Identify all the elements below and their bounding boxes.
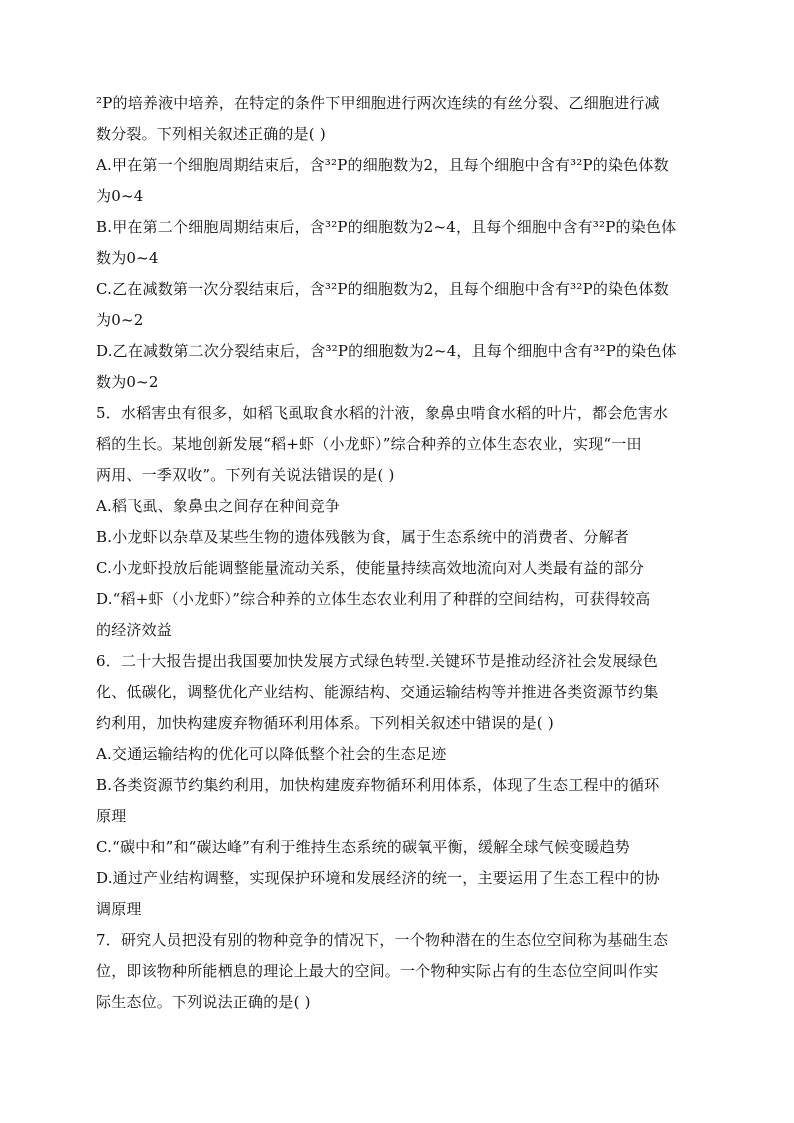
text-line: 数分裂。下列相关叙述正确的是( ) xyxy=(96,125,326,143)
question-line: 化、低碳化，调整优化产业结构、能源结构、交通运输结构等并推进各类资源节约集 xyxy=(96,683,659,701)
question-line: 两用、一季双收”。下列有关说法错误的是( ) xyxy=(96,466,395,484)
option-line: B.甲在第二个细胞周期结束后，含³²P的细胞数为2~4，且每个细胞中含有³²P的染色体 xyxy=(96,218,677,236)
option-line: B.小龙虾以杂草及某些生物的遗体残骸为食，属于生态系统中的消费者、分解者 xyxy=(96,528,629,546)
question-line: 5．水稻害虫有很多，如稻飞虱取食水稻的汁液，象鼻虫啃食水稻的叶片，都会危害水 xyxy=(96,404,669,422)
question-line: 约利用，加快构建废弃物循环利用体系。下列相关叙述中错误的是( ) xyxy=(96,714,554,732)
question-line: 6．二十大报告提出我国要加快发展方式绿色转型.关键环节是推动经济社会发展绿色 xyxy=(96,652,658,670)
option-line: C.“碳中和”和“碳达峰”有利于维持生态系统的碳氧平衡，缓解全球气候变暖趋势 xyxy=(96,838,630,856)
option-line: 调原理 xyxy=(96,900,142,918)
option-line: C.小龙虾投放后能调整能量流动关系，使能量持续高效地流向对人类最有益的部分 xyxy=(96,559,645,577)
option-line: A.交通运输结构的优化可以降低整个社会的生态足迹 xyxy=(96,745,447,763)
option-line: 为0~2 xyxy=(96,311,144,329)
option-line: A.甲在第一个细胞周期结束后，含³²P的细胞数为2，且每个细胞中含有³²P的染色体数 xyxy=(96,156,669,174)
option-line: C.乙在减数第一次分裂结束后，含³²P的细胞数为2，且每个细胞中含有³²P的染色体数 xyxy=(96,280,669,298)
option-line: D.乙在减数第二次分裂结束后，含³²P的细胞数为2~4，且每个细胞中含有³²P的染色体 xyxy=(96,342,677,360)
option-line: D.通过产业结构调整，实现保护环境和发展经济的统一，主要运用了生态工程中的协 xyxy=(96,869,660,887)
text-line: ²P的培养液中培养，在特定的条件下甲细胞进行两次连续的有丝分裂、乙细胞进行减 xyxy=(96,94,660,112)
option-line: A.稻飞虱、象鼻虫之间存在种间竞争 xyxy=(96,497,341,515)
question-line: 位，即该物种所能栖息的理论上最大的空间。一个物种实际占有的生态位空间叫作实 xyxy=(96,962,659,980)
option-line: B.各类资源节约集约利用，加快构建废弃物循环利用体系，体现了生态工程中的循环 xyxy=(96,776,660,794)
option-line: 原理 xyxy=(96,807,127,825)
question-line: 7．研究人员把没有别的物种竞争的情况下，一个物种潜在的生态位空间称为基础生态 xyxy=(96,931,669,949)
option-line: D.“稻+虾（小龙虾）”综合种养的立体生态农业利用了种群的空间结构，可获得较高 xyxy=(96,590,651,608)
question-line: 际生态位。下列说法正确的是( ) xyxy=(96,993,311,1011)
option-line: 的经济效益 xyxy=(96,621,173,639)
option-line: 数为0~4 xyxy=(96,249,159,267)
option-line: 为0~4 xyxy=(96,187,144,205)
option-line: 数为0~2 xyxy=(96,373,159,391)
question-line: 稻的生长。某地创新发展“稻+虾（小龙虾）”综合种养的立体生态农业，实现“一田 xyxy=(96,435,642,453)
